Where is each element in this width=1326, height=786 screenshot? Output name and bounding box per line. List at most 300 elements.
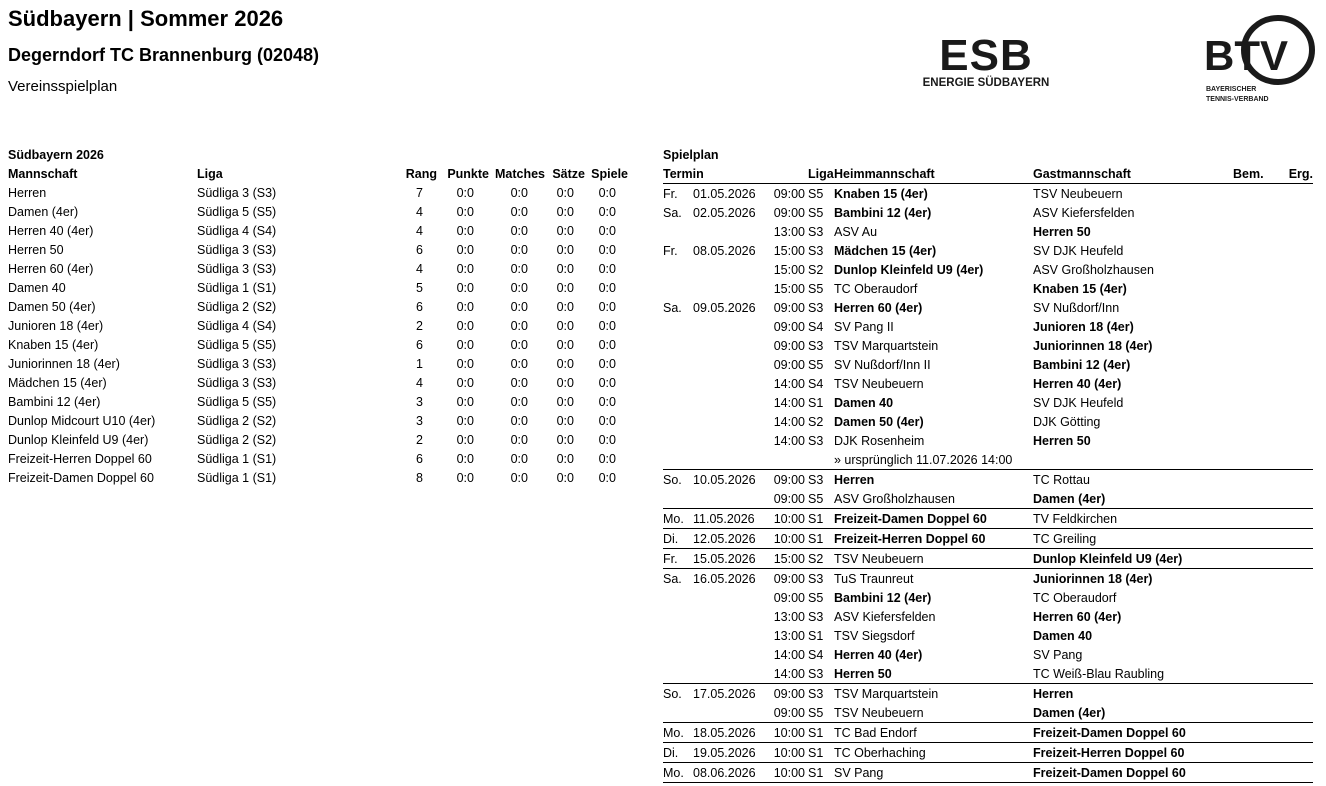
match-date-cell: [663, 203, 768, 222]
empty-cell: [663, 450, 834, 470]
team-matches: 0:0: [510, 394, 528, 409]
team-games: 0:0: [598, 451, 616, 466]
schedule-row: [663, 470, 1313, 490]
team-points: 0:0: [456, 223, 474, 238]
guest-team: ASV Kiefersfelden: [1033, 205, 1135, 220]
match-date-cell: [663, 723, 768, 743]
match-time: 15:00: [773, 281, 805, 296]
match-result: [1271, 470, 1313, 490]
team-rank: 6: [416, 242, 423, 257]
team-points: 0:0: [456, 185, 474, 200]
team-league: Südliga 1 (S1): [197, 280, 277, 295]
match-result: [1271, 222, 1313, 241]
team-rank: 2: [416, 432, 423, 447]
home-team: Freizeit-Damen Doppel 60: [834, 509, 1033, 529]
team-league: Südliga 3 (S3): [197, 356, 277, 371]
match-weekday: Sa.: [663, 300, 682, 315]
match-date: 08.06.2026: [693, 765, 756, 780]
team-points: 0:0: [456, 432, 474, 447]
match-result: [1271, 529, 1313, 549]
guest-team: SV Pang: [1033, 647, 1083, 662]
match-league: S3: [808, 433, 824, 448]
team-points: 0:0: [456, 261, 474, 276]
match-league: S5: [808, 357, 824, 372]
team-matches: 0:0: [510, 451, 528, 466]
header-guest: Gastmannschaft: [1033, 166, 1131, 181]
match-result: [1271, 317, 1313, 336]
match-note: [1233, 489, 1271, 509]
match-league: S3: [808, 300, 824, 315]
match-result: [1271, 569, 1313, 589]
team-league: Südliga 3 (S3): [197, 185, 277, 200]
match-league: S2: [805, 549, 834, 569]
team-name: Knaben 15 (4er): [8, 337, 99, 352]
team-matches: 0:0: [510, 280, 528, 295]
btv-logo: [1200, 12, 1318, 104]
team-points: 0:0: [456, 451, 474, 466]
match-date: 01.05.2026: [693, 186, 756, 201]
match-result: [1271, 509, 1313, 529]
esb-logo-letters: ESB: [939, 36, 1033, 80]
match-time: 14:00: [773, 433, 805, 448]
match-date-cell: [663, 489, 768, 509]
team-name: Damen 40: [8, 280, 66, 295]
team-games: 0:0: [598, 261, 616, 276]
match-date-cell: [663, 743, 768, 763]
team-league: Südliga 4 (S4): [197, 318, 277, 333]
team-matches: 0:0: [510, 375, 528, 390]
schedule-row: [663, 184, 1313, 204]
team-games: 0:0: [598, 242, 616, 257]
team-rank: 8: [416, 470, 423, 485]
match-note: [1233, 723, 1271, 743]
table-row: [8, 373, 628, 392]
match-note: [1233, 743, 1271, 763]
team-games: 0:0: [598, 375, 616, 390]
match-league: S3: [808, 224, 824, 239]
team-league: Südliga 4 (S4): [197, 223, 277, 238]
match-result: [1271, 260, 1313, 279]
match-result: [1271, 664, 1313, 684]
match-league: S5: [808, 705, 824, 720]
match-date-cell: [663, 298, 768, 317]
match-time: 15:00: [773, 243, 805, 258]
match-time: 15:00: [773, 262, 805, 277]
team-points: 0:0: [456, 394, 474, 409]
match-weekday: Sa.: [663, 571, 682, 586]
match-result: [1271, 412, 1313, 431]
match-league: S5: [808, 281, 824, 296]
match-league: S5: [808, 590, 824, 605]
guest-team: Dunlop Kleinfeld U9 (4er): [1033, 549, 1233, 569]
teams-table: [8, 164, 628, 487]
team-league: Südliga 3 (S3): [197, 375, 277, 390]
home-team: TuS Traunreut: [834, 569, 1033, 589]
document-type: Vereinsspielplan: [8, 78, 118, 95]
match-note: [1233, 393, 1271, 412]
schedule-row: [663, 645, 1313, 664]
match-time: 09:00: [773, 205, 805, 220]
home-team: TC Oberaudorf: [834, 281, 918, 296]
match-date: 11.05.2026: [693, 511, 755, 526]
table-row: [8, 411, 628, 430]
match-note: [1233, 184, 1271, 204]
schedule-row: [663, 569, 1313, 589]
match-time: 09:00: [768, 569, 805, 589]
match-date-cell: [663, 260, 768, 279]
table-row: [8, 259, 628, 278]
match-note: [1233, 298, 1271, 317]
match-date-cell: [663, 336, 768, 355]
match-time: 10:00: [768, 723, 805, 743]
match-time: 10:00: [768, 529, 805, 549]
match-date-cell: [663, 509, 768, 529]
match-date-cell: [663, 317, 768, 336]
team-name: Dunlop Midcourt U10 (4er): [8, 413, 156, 428]
team-name: Bambini 12 (4er): [8, 394, 101, 409]
match-weekday: Mo.: [663, 725, 684, 740]
team-name: Dunlop Kleinfeld U9 (4er): [8, 432, 149, 447]
team-matches: 0:0: [510, 432, 528, 447]
team-sets: 0:0: [556, 375, 574, 390]
esb-logo-caption: ENERGIE SÜDBAYERN: [922, 77, 1050, 89]
esb-logo: [916, 36, 1056, 92]
table-row: [8, 278, 628, 297]
match-league: S4: [808, 376, 824, 391]
team-points: 0:0: [456, 299, 474, 314]
match-date-cell: [663, 569, 768, 589]
team-league: Südliga 2 (S2): [197, 432, 277, 447]
home-team: TSV Neubeuern: [834, 705, 924, 720]
team-rank: 7: [416, 185, 423, 200]
match-date-cell: [663, 645, 768, 664]
match-league: S3: [808, 243, 824, 258]
match-time: 09:00: [773, 300, 805, 315]
team-rank: 4: [416, 261, 423, 276]
guest-team: TC Oberaudorf: [1033, 590, 1117, 605]
team-league: Südliga 5 (S5): [197, 204, 277, 219]
team-league: Südliga 1 (S1): [197, 451, 277, 466]
home-team: SV Nußdorf/Inn II: [834, 357, 931, 372]
match-result: [1271, 645, 1313, 664]
team-games: 0:0: [598, 185, 616, 200]
match-time: 09:00: [773, 705, 805, 720]
match-note: [1233, 431, 1271, 450]
match-league: S1: [805, 509, 834, 529]
team-games: 0:0: [598, 413, 616, 428]
match-league: S3: [805, 470, 834, 490]
match-result: [1271, 607, 1313, 626]
header-league: Liga: [808, 166, 834, 181]
home-team: TSV Neubeuern: [834, 376, 924, 391]
home-team: Dunlop Kleinfeld U9 (4er): [834, 262, 984, 277]
match-date-cell: [663, 763, 768, 783]
schedule-row: [663, 222, 1313, 241]
schedule-row: [663, 412, 1313, 431]
match-date-cell: [663, 470, 768, 490]
team-name: Herren: [8, 185, 47, 200]
team-name: Damen 50 (4er): [8, 299, 96, 314]
team-league: Südliga 2 (S2): [197, 413, 277, 428]
header-team: Mannschaft: [8, 166, 78, 181]
team-points: 0:0: [456, 280, 474, 295]
match-weekday: So.: [663, 686, 682, 701]
schedule-row: [663, 355, 1313, 374]
guest-team: Freizeit-Herren Doppel 60: [1033, 743, 1233, 763]
schedule-row: [663, 529, 1313, 549]
home-team: TSV Marquartstein: [834, 684, 1033, 704]
match-league: S4: [808, 319, 824, 334]
btv-logo-caption-1: BAYERISCHER: [1206, 86, 1257, 93]
team-sets: 0:0: [556, 223, 574, 238]
match-note: [1233, 374, 1271, 393]
home-team: TSV Marquartstein: [834, 338, 939, 353]
guest-team: Herren 50: [1033, 433, 1091, 448]
header-matches: Matches: [494, 166, 545, 181]
schedule-row: [663, 509, 1313, 529]
team-name: Freizeit-Herren Doppel 60: [8, 451, 152, 466]
team-name: Herren 50: [8, 242, 64, 257]
match-note: [1233, 355, 1271, 374]
team-games: 0:0: [598, 223, 616, 238]
match-league: S3: [808, 338, 824, 353]
team-games: 0:0: [598, 356, 616, 371]
header-league: Liga: [197, 166, 223, 181]
match-time: 13:00: [773, 224, 805, 239]
guest-team: SV Nußdorf/Inn: [1033, 300, 1120, 315]
home-team: Mädchen 15 (4er): [834, 243, 937, 258]
team-rank: 6: [416, 299, 423, 314]
match-league: S1: [805, 763, 834, 783]
match-time: 10:00: [768, 743, 805, 763]
schedule-row: [663, 723, 1313, 743]
home-team: Herren: [834, 470, 1033, 490]
match-note: [1233, 549, 1271, 569]
schedule-header-row: [663, 164, 1313, 184]
table-row: [8, 430, 628, 449]
match-note: [1233, 569, 1271, 589]
guest-team: Freizeit-Damen Doppel 60: [1033, 763, 1233, 783]
match-date-cell: [663, 184, 768, 204]
match-note: [1233, 684, 1271, 704]
schedule-row: [663, 763, 1313, 783]
club-name: Degerndorf TC Brannenburg (02048): [8, 45, 320, 65]
guest-team: DJK Götting: [1033, 414, 1101, 429]
match-note: [1233, 203, 1271, 222]
team-sets: 0:0: [556, 204, 574, 219]
schedule-note-row: [663, 450, 1313, 470]
match-date-cell: [663, 549, 768, 569]
schedule-row: [663, 626, 1313, 645]
team-league: Südliga 5 (S5): [197, 337, 277, 352]
team-games: 0:0: [598, 280, 616, 295]
match-date: 19.05.2026: [693, 745, 756, 760]
team-league: Südliga 3 (S3): [197, 261, 277, 276]
table-row: [8, 297, 628, 316]
match-note: [1233, 336, 1271, 355]
match-weekday: Mo.: [663, 765, 684, 780]
match-time: 09:00: [773, 338, 805, 353]
match-league: S3: [805, 684, 834, 704]
team-matches: 0:0: [510, 261, 528, 276]
home-team: ASV Großholzhausen: [834, 491, 955, 506]
match-time: 13:00: [773, 609, 805, 624]
match-date: 18.05.2026: [693, 725, 756, 740]
team-points: 0:0: [456, 356, 474, 371]
home-team: SV Pang: [834, 763, 1033, 783]
match-time: 09:00: [768, 684, 805, 704]
home-team: TC Bad Endorf: [834, 723, 1033, 743]
team-league: Südliga 1 (S1): [197, 470, 277, 485]
home-team: Freizeit-Herren Doppel 60: [834, 529, 1033, 549]
schedule-row: [663, 317, 1313, 336]
match-date-cell: [663, 529, 768, 549]
match-time: 13:00: [773, 628, 805, 643]
match-league: S1: [805, 743, 834, 763]
match-weekday: Sa.: [663, 205, 682, 220]
reschedule-note: » ursprünglich 11.07.2026 14:00: [834, 452, 1013, 467]
table-row: [8, 354, 628, 373]
team-points: 0:0: [456, 242, 474, 257]
table-row: [8, 240, 628, 259]
team-league: Südliga 5 (S5): [197, 394, 277, 409]
guest-team: Herren: [1033, 684, 1233, 704]
btv-logo-caption-2: TENNIS-VERBAND: [1206, 96, 1269, 103]
match-time: 09:00: [773, 319, 805, 334]
team-matches: 0:0: [510, 185, 528, 200]
match-note: [1233, 645, 1271, 664]
team-name: Juniorinnen 18 (4er): [8, 356, 120, 371]
table-row: [8, 202, 628, 221]
guest-team: SV DJK Heufeld: [1033, 395, 1124, 410]
match-result: [1271, 588, 1313, 607]
guest-team: SV DJK Heufeld: [1033, 243, 1124, 258]
team-points: 0:0: [456, 375, 474, 390]
schedule-row: [663, 703, 1313, 723]
schedule-row: [663, 489, 1313, 509]
team-rank: 6: [416, 451, 423, 466]
match-league: S3: [805, 569, 834, 589]
team-sets: 0:0: [556, 242, 574, 257]
match-date: 15.05.2026: [693, 551, 756, 566]
match-note: [1233, 260, 1271, 279]
team-matches: 0:0: [510, 337, 528, 352]
match-result: [1271, 336, 1313, 355]
match-result: [1271, 298, 1313, 317]
match-time: 10:00: [768, 763, 805, 783]
match-note: [1233, 222, 1271, 241]
guest-team: Junioren 18 (4er): [1033, 319, 1134, 334]
header-rank: Rang: [405, 166, 437, 181]
team-sets: 0:0: [556, 185, 574, 200]
schedule-row: [663, 393, 1313, 412]
team-sets: 0:0: [556, 432, 574, 447]
team-sets: 0:0: [556, 356, 574, 371]
match-time: 09:00: [773, 357, 805, 372]
match-time: 14:00: [773, 414, 805, 429]
guest-team: Knaben 15 (4er): [1033, 281, 1127, 296]
match-note: [1233, 241, 1271, 260]
schedule-row: [663, 431, 1313, 450]
match-result: [1271, 626, 1313, 645]
team-name: Freizeit-Damen Doppel 60: [8, 470, 154, 485]
team-name: Mädchen 15 (4er): [8, 375, 107, 390]
team-rank: 6: [416, 337, 423, 352]
match-result: [1271, 279, 1313, 298]
btv-logo-letters: BTV: [1204, 32, 1288, 79]
match-date-cell: [663, 279, 768, 298]
team-rank: 5: [416, 280, 423, 295]
schedule-row: [663, 664, 1313, 684]
header-points: Punkte: [447, 166, 489, 181]
match-result: [1271, 431, 1313, 450]
team-name: Junioren 18 (4er): [8, 318, 104, 333]
team-points: 0:0: [456, 318, 474, 333]
match-weekday: Fr.: [663, 186, 678, 201]
team-rank: 2: [416, 318, 423, 333]
match-weekday: Mo.: [663, 511, 684, 526]
guest-team: Juniorinnen 18 (4er): [1033, 338, 1153, 353]
guest-team: Juniorinnen 18 (4er): [1033, 569, 1233, 589]
match-time: 09:00: [773, 590, 805, 605]
header-home: Heimmannschaft: [834, 166, 935, 181]
team-rank: 3: [416, 394, 423, 409]
team-sets: 0:0: [556, 280, 574, 295]
match-league: S3: [808, 609, 824, 624]
home-team: Damen 50 (4er): [834, 414, 924, 429]
match-time: 09:00: [773, 491, 805, 506]
schedule-row: [663, 549, 1313, 569]
match-date-cell: [663, 412, 768, 431]
match-weekday: Di.: [663, 745, 679, 760]
match-league: S1: [808, 395, 824, 410]
match-note: [1233, 529, 1271, 549]
home-team: Knaben 15 (4er): [834, 184, 1033, 204]
team-rank: 3: [416, 413, 423, 428]
match-date-cell: [663, 431, 768, 450]
team-matches: 0:0: [510, 356, 528, 371]
schedule-row: [663, 203, 1313, 222]
match-date-cell: [663, 664, 768, 684]
match-date-cell: [663, 355, 768, 374]
schedule-table: [663, 164, 1313, 783]
table-row: [8, 335, 628, 354]
schedule-row: [663, 374, 1313, 393]
guest-team: ASV Großholzhausen: [1033, 262, 1154, 277]
guest-team: TC Rottau: [1033, 470, 1233, 490]
team-sets: 0:0: [556, 394, 574, 409]
match-result: [1271, 374, 1313, 393]
match-league: S5: [808, 491, 824, 506]
header-note: Bem.: [1233, 166, 1264, 181]
team-games: 0:0: [598, 337, 616, 352]
match-note: [1233, 412, 1271, 431]
guest-team: Damen 40: [1033, 628, 1093, 643]
match-time: 10:00: [768, 509, 805, 529]
table-row: [8, 468, 628, 487]
match-league: S5: [808, 205, 824, 220]
team-points: 0:0: [456, 204, 474, 219]
guest-team: Bambini 12 (4er): [1033, 357, 1131, 372]
team-name: Herren 40 (4er): [8, 223, 94, 238]
team-games: 0:0: [598, 204, 616, 219]
team-matches: 0:0: [510, 223, 528, 238]
team-games: 0:0: [598, 318, 616, 333]
home-team: DJK Rosenheim: [834, 433, 925, 448]
match-date-cell: [663, 684, 768, 704]
team-matches: 0:0: [510, 413, 528, 428]
home-team: TSV Siegsdorf: [834, 628, 915, 643]
